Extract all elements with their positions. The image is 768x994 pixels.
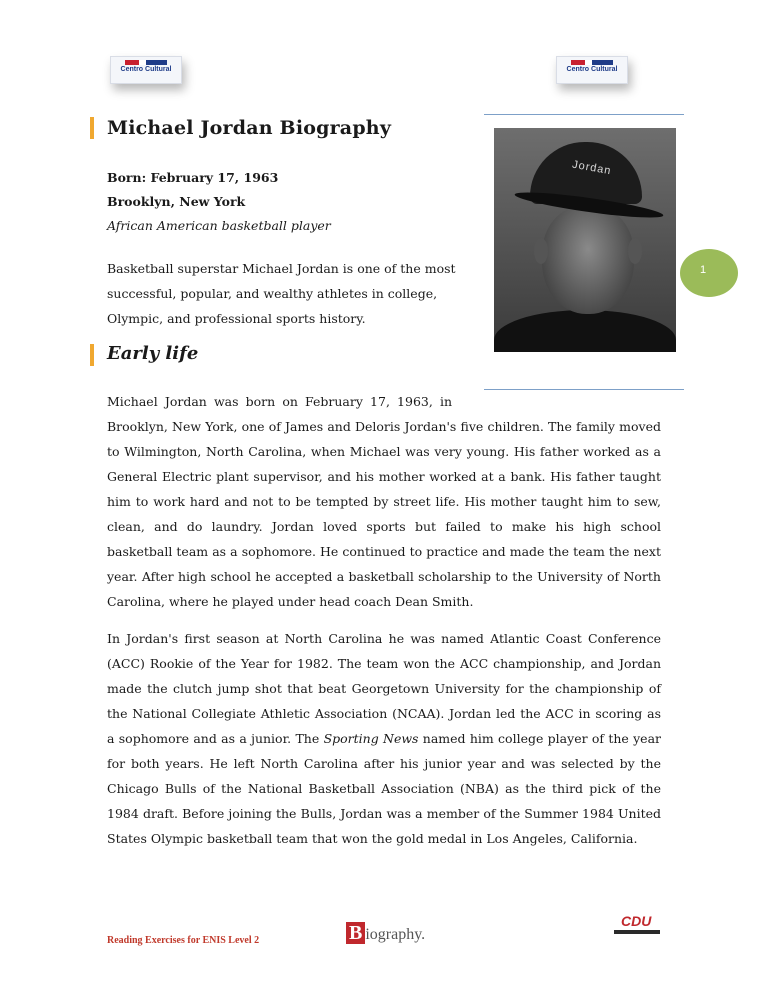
sporting-news-title: Sporting News (323, 731, 419, 746)
page-number-badge (680, 249, 738, 297)
page-title: Michael Jordan Biography (107, 117, 392, 139)
biography-logo (346, 922, 425, 944)
jordan-portrait-photo (494, 128, 676, 352)
logo-right-text: Centro Cultural (566, 66, 618, 73)
college-paragraph-part2: named him college player of the year for both years. He left North Carolina after his junior year and was selected by the Chicago Bulls of the National Basketball Association (NBA) as the third pick of the 1984 draft. Before joining the Bulls, Jordan was a member of the Summer 1984 United States Olympic basketball team that won the gold medal in Los Angeles, California. (107, 731, 661, 846)
photo-bottom-rule (484, 389, 684, 390)
logo-left-text: Centro Cultural (120, 66, 172, 73)
footer-reading-exercises: Reading Exercises for ENIS Level 2 (107, 935, 260, 946)
early-life-paragraph: Brooklyn, New York, one of James and Deloris Jordan's five children. The family moved to Wilmington, North Carolina, when Michael was very young. His father worked as a General Electric plant supervisor, and his mother worked at a bank. His father taught him to work hard and not to be tempted by street life. His mother taught him to sew, clean, and do laundry. Jordan loved sports but failed to make his high school basketball team as a sophomore. He continued to practice and made the team the next year. After high school he accepted a basketball scholarship to the University of North Carolina, where he played under head coach Dean Smith. (107, 419, 661, 609)
section-accent-bar (90, 344, 94, 366)
biography-logo-letter: B (346, 922, 365, 944)
description: African American basketball player (107, 218, 331, 233)
title-accent-bar (90, 117, 94, 139)
cdu-logo: CDU (621, 913, 652, 929)
page-number: 1 (700, 264, 707, 276)
cdu-logo-bar (614, 930, 660, 934)
birthplace: Brooklyn, New York (107, 194, 246, 209)
section-heading-early-life: Early life (107, 343, 199, 364)
centro-cultural-logo-right (556, 56, 628, 84)
centro-cultural-logo-left (110, 56, 182, 84)
intro-paragraph: Basketball superstar Michael Jordan is one of the most successful, popular, and wealthy athletes in college, Olympic, and professional sports history. (107, 261, 456, 326)
cap-text: Jordan (571, 158, 613, 178)
born-date: Born: February 17, 1963 (107, 170, 279, 185)
college-paragraph-part1: In Jordan's first season at North Carolina he was named Atlantic Coast Conference (ACC) Rookie of the Year for 1982. The team won the ACC championship, and Jordan made the clutch jump shot that beat Georgetown University for the championship of the National Collegiate Athletic Association (NCAA). Jordan led the ACC in scoring as a sophomore and as a junior. The (107, 631, 661, 746)
college-paragraph (107, 626, 661, 851)
early-life-first-line: Michael Jordan was born on February 17, 1963, in (107, 394, 452, 409)
photo-top-rule (484, 114, 684, 115)
biography-logo-text: iography. (365, 926, 426, 943)
